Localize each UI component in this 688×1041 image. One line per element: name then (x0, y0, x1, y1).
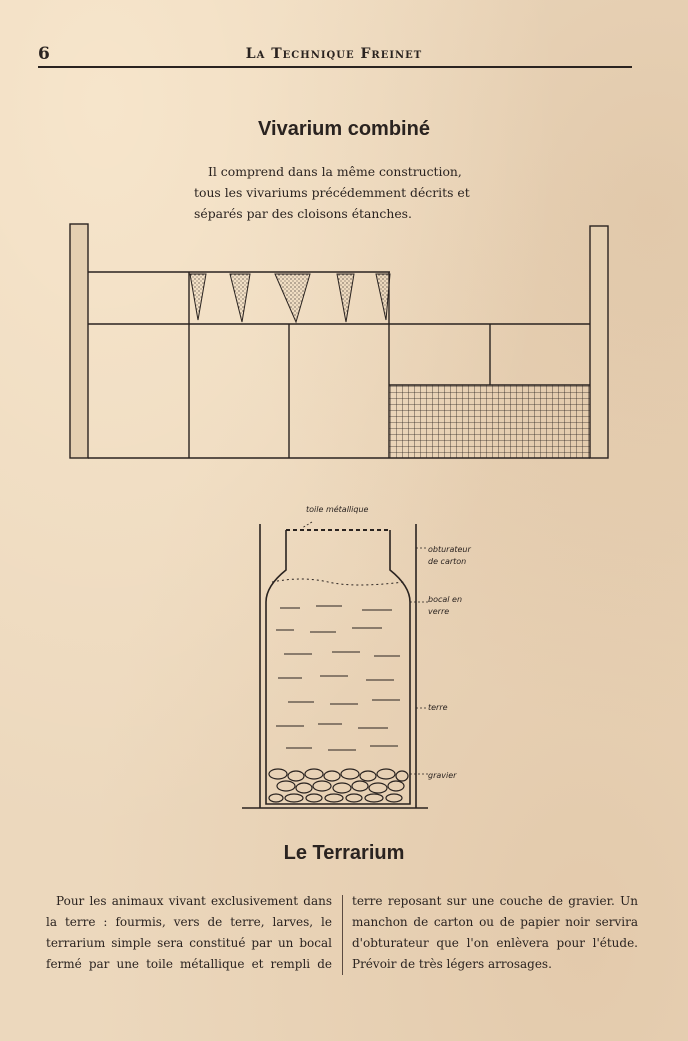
label-stopper-1: obturateur (428, 545, 471, 554)
text-line: manchon de carton ou de papier noir servira (352, 915, 638, 929)
wire-mesh-section (389, 385, 590, 458)
text-line: terre reposant sur une couche de gravier. Un (352, 894, 638, 908)
intro-line: séparés par des cloisons étanches. (194, 206, 412, 221)
intro-line: tous les vivariums précédemment décrits et (194, 185, 470, 200)
right-post (590, 226, 608, 458)
label-mesh: toile métallique (306, 505, 369, 514)
label-soil: terre (428, 703, 448, 712)
funnel-row (190, 274, 390, 322)
running-title: La Technique Freinet (245, 46, 423, 62)
text-line: terrarium simple sera constitué par un bocal (46, 936, 332, 950)
label-stopper-2: de carton (428, 557, 467, 566)
vivarium-diagram (66, 218, 614, 464)
text-line: la terre : fourmis, vers de terre, larves, le (46, 915, 332, 929)
text-line: fermé par une toile métallique et rempli de (46, 957, 332, 971)
vivarium-intro (194, 161, 484, 224)
text-column-left (46, 891, 332, 975)
terrarium-diagram (232, 498, 492, 814)
text-column-right (352, 891, 638, 975)
header-rule (38, 66, 632, 68)
intro-line: Il comprend dans la même construction, (208, 164, 462, 179)
gravel-fill (269, 769, 408, 802)
column-divider (342, 895, 343, 975)
label-gravel: gravier (428, 771, 457, 780)
text-line: Pour les animaux vivant exclusivement dans (56, 894, 332, 908)
jar-outline (266, 530, 410, 804)
page-number: 6 (38, 44, 50, 64)
label-jar-2: verre (428, 607, 450, 616)
soil-fill (272, 579, 404, 750)
text-line: d'obturateur que l'on enlèvera pour l'étude. (352, 936, 638, 950)
text-line: Prévoir de très légers arrosages. (352, 957, 552, 971)
vivarium-title: Vivarium combiné (258, 118, 430, 140)
page-header (38, 44, 630, 68)
left-post (70, 224, 88, 458)
label-jar-1: bocal en (428, 595, 463, 604)
terrarium-title: Le Terrarium (283, 842, 405, 864)
